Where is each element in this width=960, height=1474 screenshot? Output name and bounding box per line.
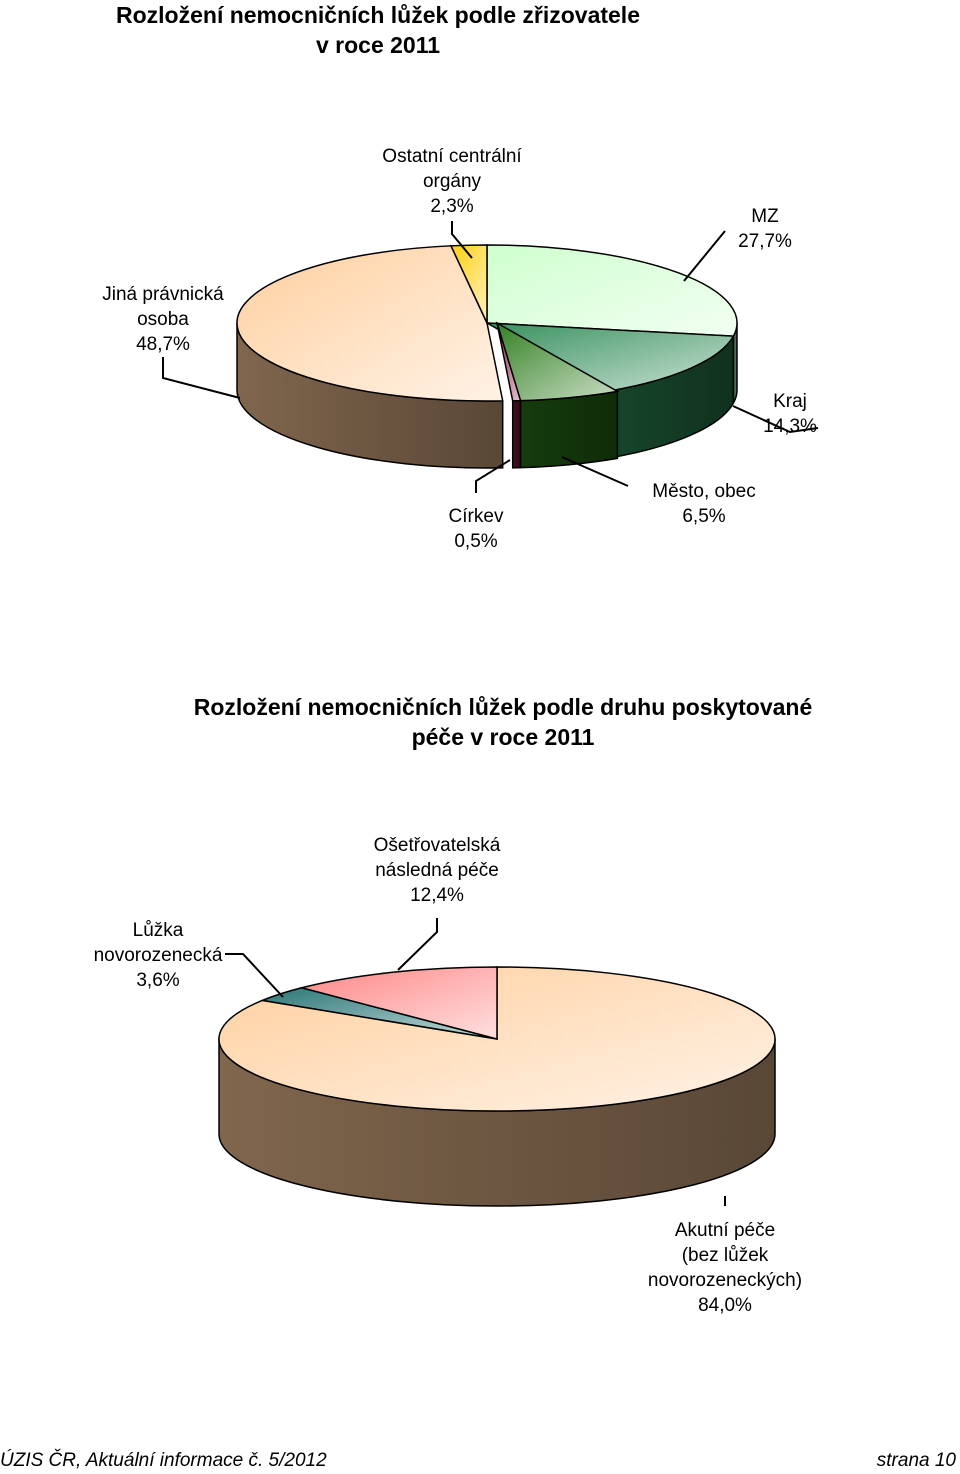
slice-label-line: 12,4% [410,885,464,906]
slice-label-line: Kraj [773,391,807,412]
slice-label-line: osoba [137,309,189,330]
slice-label-line: Ostatní centrální [382,146,522,167]
slice-label [326,504,626,554]
slice-label [302,144,602,219]
slice-label-line: Jiná právnická [102,284,224,305]
chart-1-title-line: Rozložení nemocničních lůžek podle zřizovatele [116,2,640,28]
slice-label-line: Lůžka [132,920,184,941]
chart-2-title-line: péče v roce 2011 [411,724,595,750]
slice-label-line: Ošetřovatelská [373,835,501,856]
slice-label-line: Akutní péče [674,1220,776,1241]
footer-page-number: strana 10 [876,1450,956,1471]
slice-label-line: 3,6% [136,970,180,991]
slice-label-line: novorozeneckých) [647,1270,803,1291]
slice-label-line: Město, obec [652,481,756,502]
slice-label [8,918,308,993]
slice-label [575,1218,875,1318]
slice-label [640,389,940,439]
leader-line [398,918,437,970]
slice-label-line: Církev [448,506,504,527]
chart-1-title-line: v roce 2011 [315,32,441,58]
slice-label-line: 14,3% [763,416,817,437]
slice-label [615,204,915,254]
slice-label-line: novorozenecká [93,945,223,966]
slice-label [287,833,587,908]
slice-label-line: 27,7% [738,231,792,252]
slice-label [13,282,313,357]
slice-label-line: 2,3% [430,196,474,217]
slice-label-line: (bez lůžek [681,1245,769,1266]
slice-label-line: 6,5% [682,506,726,527]
slice-label-line: 84,0% [698,1295,752,1316]
chart-2-title-line: Rozložení nemocničních lůžek podle druhu poskytované [193,694,813,720]
slice-label-line: 48,7% [136,334,190,355]
slice-label-line: následná péče [375,860,499,881]
footer-source: ÚZIS ČR, Aktuální informace č. 5/2012 [0,1450,327,1471]
slice-label-line: 0,5% [454,531,498,552]
slice-label-line: orgány [422,171,482,192]
slice-label-line: MZ [751,206,779,227]
